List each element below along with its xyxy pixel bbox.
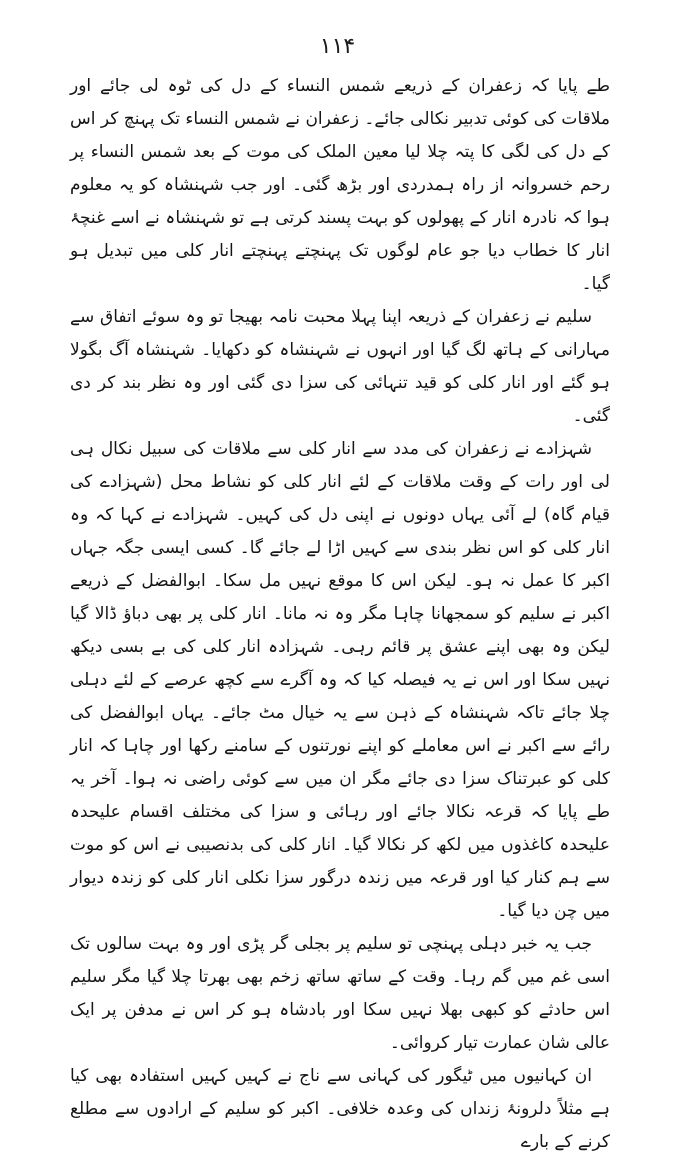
paragraph-2: سلیم نے زعفران کے ذریعہ اپنا پہلا محبت نامہ بھیجا تو وہ سوئے اتفاق سے مہارانی کے ہاتھ لگ گیا اور انہوں نے شہنشاہ کو دکھایا۔ شہنشاہ آگ بگولا ہو گئے اور انار کلی کو قید تنہائی کی سزا دی گئی اور وہ نظر بند کر دی گئی۔ <box>70 307 610 426</box>
page-body-text <box>70 70 610 1152</box>
paragraph-3: شہزادے نے زعفران کی مدد سے انار کلی سے ملاقات کی سبیل نکال ہی لی اور رات کے وقت ملاقات کے لئے انار کلی کو نشاط محل (شہزادے کی قیام گاہ) لے آئی یہاں دونوں نے اپنی دل کی کہیں۔ شہزادے نے کہا کہ وہ انار کلی کو اس نظر بندی سے کہیں اڑا لے جائے گا۔ کسی ایسی جگہ جہاں اکبر کا عمل نہ ہو۔ لیکن اس کا موقع نہیں مل سکا۔ ابوالفضل کے ذریعے اکبر نے سلیم کو سمجھانا چاہا مگر وہ نہ مانا۔ انار کلی پر بھی دباؤ ڈالا گیا لیکن وہ بھی اپنے عشق پر قائم رہی۔ شہزادہ انار کلی کی بے بسی دیکھ نہیں سکا اور اس نے یہ فیصلہ کیا کہ وہ آگرے سے کچھ عرصے کے لئے دہلی چلا جائے تاکہ شہنشاہ کے ذہن سے یہ خیال مٹ جائے۔ یہاں ابوالفضل کی رائے سے اکبر نے اس معاملے کو اپنے نورتنوں کے سامنے رکھا اور چاہا کہ انار کلی کو عبرتناک سزا دی جائے مگر ان میں سے کوئی راضی نہ ہوا۔ آخر یہ طے پایا کہ قرعہ نکالا جائے اور رہائی و سزا کی مختلف اقسام علیحدہ علیحدہ کاغذوں میں لکھ کر نکالا گیا۔ انار کلی کی بدنصیبی نے اس کو موت سے ہم کنار کیا اور قرعہ میں زندہ درگور سزا نکلی انار کلی کو زندہ دیوار میں چن دیا گیا۔ <box>70 439 610 921</box>
paragraph-4: جب یہ خبر دہلی پہنچی تو سلیم پر بجلی گر پڑی اور وہ بہت سالوں تک اسی غم میں گم رہا۔ وقت کے ساتھ ساتھ زخم بھی بھرتا چلا گیا مگر سلیم اس حادثے کو کبھی بھلا نہیں سکا اور بادشاہ ہو کر اس نے مدفن پر ایک عالی شان عمارت تیار کروائی۔ <box>70 934 610 1053</box>
paragraph-5: ان کہانیوں میں ٹیگور کی کہانی سے ناج نے کہیں کہیں استفادہ بھی کیا ہے مثلاً دلرونۂ زنداں کی وعدہ خلافی۔ اکبر کو سلیم کے ارادوں سے مطلع کرنے کے بارے <box>70 1066 610 1152</box>
paragraph-1: طے پایا کہ زعفران کے ذریعے شمس النساء کے دل کی ٹوہ لی جائے اور ملاقات کی کوئی تدبیر نکالی جائے۔ زعفران نے شمس النساء تک پہنچ کر اس کے دل کی لگی کا پتہ چلا لیا معین الملک کی موت کے بعد شمس النساء پر رحم خسروانہ از راہ ہمدردی اور بڑھ گئی۔ اور جب شہنشاہ کو یہ معلوم ہوا کہ نادرہ انار کے پھولوں کو بہت پسند کرتی ہے تو شہنشاہ نے اسے غنچۂ انار کا خطاب دیا جو عام لوگوں تک پہنچتے پہنچتے انار کلی میں تبدیل ہو گیا۔ <box>70 76 610 294</box>
page-number: ۱۱۴ <box>319 34 356 59</box>
